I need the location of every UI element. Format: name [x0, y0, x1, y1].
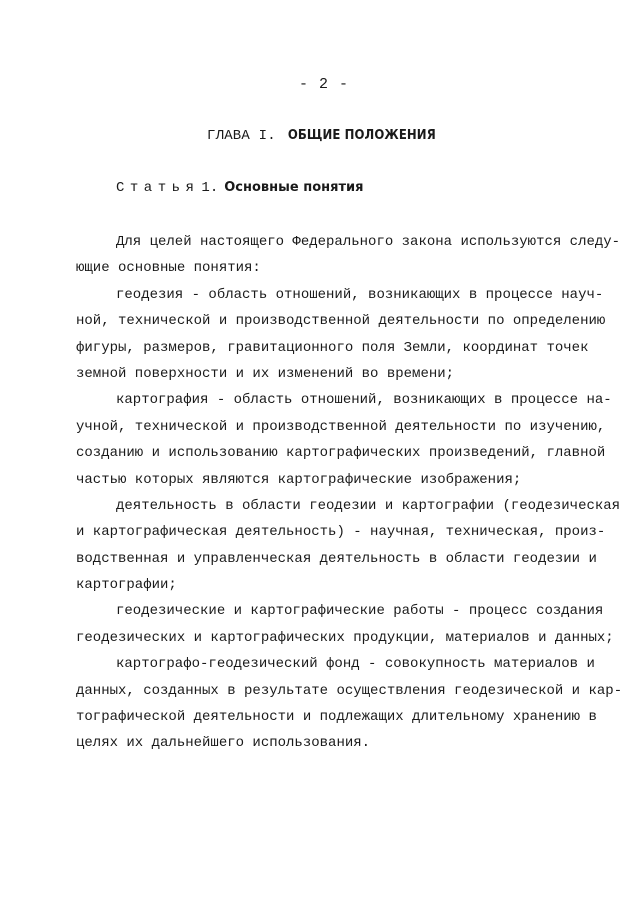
article-number: 1. — [201, 180, 219, 196]
text-line: ной, технической и производственной деятельности по определению — [76, 313, 606, 330]
chapter-heading — [207, 128, 436, 144]
text-line: тографической деятельности и подлежащих длительному хранению в — [76, 709, 597, 726]
page-number: - 2 - — [298, 76, 349, 93]
text-line: земной поверхности и их изменений во времени; — [76, 365, 455, 382]
text-line: ющие основные понятия: — [76, 260, 261, 277]
text-line: картографии; — [76, 577, 177, 594]
article-word: Статья — [116, 180, 200, 196]
text-line: геодезия - область отношений, возникающих в процессе науч- — [116, 286, 604, 303]
article-heading — [116, 180, 363, 196]
text-line: учной, технической и производственной деятельности по изучению, — [76, 418, 606, 435]
text-line: Для целей настоящего Федерального закона используются следу- — [116, 234, 621, 250]
text-line: и картографическая деятельность) - научная, техническая, произ- — [76, 524, 606, 541]
text-line: данных, созданных в результате осуществления геодезической и кар- — [76, 682, 623, 699]
text-line: фигуры, размеров, гравитационного поля Земли, координат точек — [76, 339, 589, 356]
text-line: созданию и использованию картографических произведений, главной — [76, 445, 606, 462]
chapter-title: ОБЩИЕ ПОЛОЖЕНИЯ — [287, 128, 436, 143]
text-line: водственная и управленческая деятельность в области геодезии и — [76, 550, 597, 567]
text-line: картография - область отношений, возникающих в процессе на- — [116, 392, 612, 409]
text-line: геодезических и картографических продукции, материалов и данных; — [76, 629, 614, 646]
article-body — [76, 229, 623, 757]
text-line: картографо-геодезический фонд - совокупность материалов и — [116, 656, 595, 673]
text-line: частью которых являются картографические изображения; — [76, 471, 522, 488]
text-line: целях их дальнейшего использования. — [76, 735, 371, 752]
text-line: деятельность в области геодезии и картографии (геодезическая — [116, 497, 621, 514]
article-title: Основные понятия — [224, 180, 364, 195]
chapter-label: ГЛАВА I. — [207, 128, 276, 144]
text-line: геодезические и картографические работы - процесс создания — [116, 603, 604, 620]
